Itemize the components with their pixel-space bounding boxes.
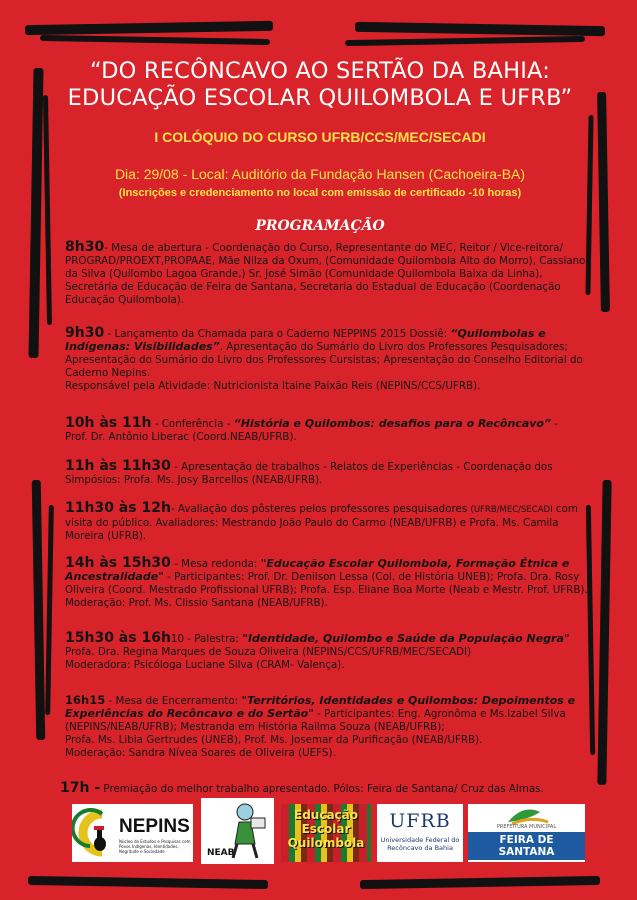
brush-stroke-left-lower [32, 480, 46, 740]
schedule-text: - Avaliação dos pôsteres pelos professores pesquisadores [170, 503, 471, 515]
lecture-title: "Identidade, Quilombo e Saúde da População Negra" [242, 632, 570, 645]
schedule-time: 11h30 às 12h [65, 500, 171, 516]
feira-name: FEIRA DE SANTANA [468, 832, 585, 860]
schedule-item-1700 [60, 782, 586, 796]
schedule-time: 11h às 11h30 [65, 458, 171, 474]
dossier-title: “Quilombolas e Indígenas: Visibilidades” [65, 327, 546, 353]
brush-stroke-bottom-left [28, 876, 268, 889]
brush-stroke-top-right [355, 22, 605, 36]
brush-stroke-top-right-2 [345, 36, 585, 46]
schedule-text-cont: com visita do público. Avaliadores: Mestrando João Paulo do Carmo (NEAB/UFRB) e Profa. Ms. Camila Moreira (UFRB). [65, 503, 578, 542]
schedule-text: - Mesa de Encerramento: [105, 695, 242, 707]
schedule-text-cont: . Apresentação do Sumário do Livro dos Professores Pesquisadores; Apresentação do Sumário do Livro dos Professores Cursistas; Apresentação do Conselho Editorial do Caderno Nepins. [65, 340, 583, 379]
schedule-text: - Apresentação de trabalhos - Relatos de Experiências - Coordenação dos Simpósios: Profa. Ms. Josy Barcellos (NEAB/UFRB). [65, 461, 553, 486]
schedule-time: 16h15 [65, 693, 106, 707]
closing-title: "Territórios, Identidades e Quilombos: Depoimentos e Experiências do Recôncavo e do Sertão" [65, 694, 576, 720]
feira-leaf-icon [468, 804, 585, 826]
nepins-name: NEPINS [119, 816, 190, 837]
closing-moderator: Moderação: Sandra Nívea Soares de Oliveira (UEFS). [65, 746, 336, 759]
brush-stroke-right-lower [597, 480, 611, 785]
colloquium-subtitle: I COLÓQUIO DO CURSO UFRB/CCS/MEC/SECADI [154, 129, 486, 145]
schedule-item-0830 [65, 241, 591, 307]
schedule-text-cont: - [551, 418, 559, 430]
schedule-text-cont: - Participantes: Eng. Agronôma e Ms.Izabel Silva (NEPINS/NEAB/UFRB); Mestranda em História Railma Souza (NEAB/UFRB); [65, 707, 566, 733]
schedule-time: 8h30 [65, 239, 105, 255]
feira-prefeitura: PREFEITURA MUNICIPAL [496, 824, 557, 830]
neab-name: NEAB [207, 848, 235, 858]
schedule-text-cont: - Participantes: Prof. Dr. Denilson Lessa (Col. de História UNEB); Profa. Dra. Rosy Oliveira (Coord. Mestrado Profissional UFRB); Profa. Esp. Eliane Boa Morte (Neab e Mestr. Prof. UFRB). Moderação: Prof. Ms. Clissio Santana (NEAB/UFRB). [65, 570, 588, 609]
registration-note: (Inscrições e credenciamento no local com emissão de certificado -10 horas) [118, 187, 522, 199]
schedule-time: 10h às 11h [65, 415, 152, 431]
schedule-item-1400 [65, 557, 591, 610]
schedule-text: - Mesa de abertura - Coordenação do Curso, Representante do MEC, Reitor / Vice-reitora/ PROGRAD/PROEXT,PROPAAE, Mãe Nilza da Oxum, (Comunidade Quilombola Alto do Morro), Cassiano da Silva (Quilombo Lagoa Grande,) Sr. José Simão (Comunidade Quilombola Baixa da Linha), Secretária de Educação de Feira de Santana, Secretaria do Estadual de Educação (Coordenação Educação Quilombola). [65, 242, 586, 306]
brush-stroke-top-left-2 [40, 35, 270, 45]
schedule-time: 15h30 às 16h [65, 630, 171, 646]
schedule-text: - Conferência - [151, 418, 234, 430]
nepins-caption: Núcleo de Estudos e Pesquisas com Povos Indígenas, Identidades, Negritude e Sociedade [119, 839, 191, 854]
brush-stroke-bottom-right [360, 876, 600, 889]
educacao-line-2: Escolar [301, 822, 351, 836]
schedule-time-suffix: 10 [170, 633, 185, 645]
event-date-location: Dia: 29/08 - Local: Auditório da Fundação Hansen (Cachoeira-BA) [114, 166, 526, 182]
programacao-heading: PROGRAMAÇÃO [255, 218, 385, 234]
nepins-logo [72, 804, 193, 862]
schedule-time: 17h - [60, 780, 101, 796]
lecture-moderator: Moderadora: Psicóloga Luciane Silva (CRAM- Valença). [65, 658, 345, 671]
ufrb-logo [377, 804, 463, 862]
schedule-item-1100 [65, 460, 591, 487]
roundtable-title: "Educação Escolar Quilombola, Formação Étnica e Ancestralidade" [65, 557, 570, 583]
brush-stroke-right-upper [597, 92, 610, 312]
poster-title [60, 58, 580, 112]
schedule-item-1615 [65, 694, 591, 760]
educacao-line-3: Quilombola [287, 836, 365, 850]
conference-speaker: Prof. Dr. Antônio Liberac (Coord.NEAB/UFRB). [65, 430, 297, 443]
ufrb-line-2: Recôncavo da Bahia [387, 844, 453, 852]
schedule-text: - Lançamento da Chamada para o Caderno NEPPINS 2015 Dossiê: [104, 328, 451, 340]
lecture-speaker: Profa. Dra. Regina Marques de Souza Oliveira (NEPINS/CCS/UFRB/MEC/SECADI) [65, 645, 472, 658]
schedule-text: - Palestra: [184, 633, 243, 645]
ufrb-mark: UFRB [389, 810, 451, 832]
educacao-line-1: Educação [294, 808, 358, 822]
educacao-quilombola-logo [281, 804, 371, 862]
schedule-item-0930 [65, 327, 591, 393]
schedule-item-1530 [65, 632, 591, 672]
conference-title: “História e Quilombos: desafios para o Recôncavo” [233, 417, 552, 430]
closing-participants: Profa. Ms. Libia Gertrudes (UNEB), Prof. Ms. Josemar da Purificação (NEAB/UFRB). [65, 733, 483, 746]
neab-logo [201, 798, 274, 864]
schedule-item-1000 [65, 417, 591, 444]
feira-de-santana-logo [468, 804, 585, 862]
schedule-time: 9h30 [65, 325, 105, 341]
brush-stroke-left-lower-2 [45, 505, 54, 715]
activity-responsible: Responsável pela Atividade: Nutricionista Itaine Paixão Reis (NEPINS/CCS/UFRB). [65, 379, 481, 392]
schedule-text: Premiação do melhor trabalho apresentado. Pólos: Feira de Santana/ Cruz das Almas. [100, 783, 544, 795]
ufrb-line-1: Universidade Federal do [380, 836, 460, 844]
schedule-item-1130 [65, 502, 591, 543]
brush-stroke-top-left [25, 21, 273, 35]
poster-title-line-1: “DO RECÔNCAVO AO SERTÃO DA BAHIA: [89, 58, 551, 84]
schedule-time: 14h às 15h30 [65, 555, 171, 571]
brush-stroke-left-upper [28, 68, 43, 358]
schedule-text: - Mesa redonda: [170, 558, 261, 570]
poster-title-line-2: EDUCAÇÃO ESCOLAR QUILOMBOLA E UFRB” [67, 85, 573, 111]
schedule-text-small: (UFRB/MEC/SECADI [470, 505, 553, 515]
